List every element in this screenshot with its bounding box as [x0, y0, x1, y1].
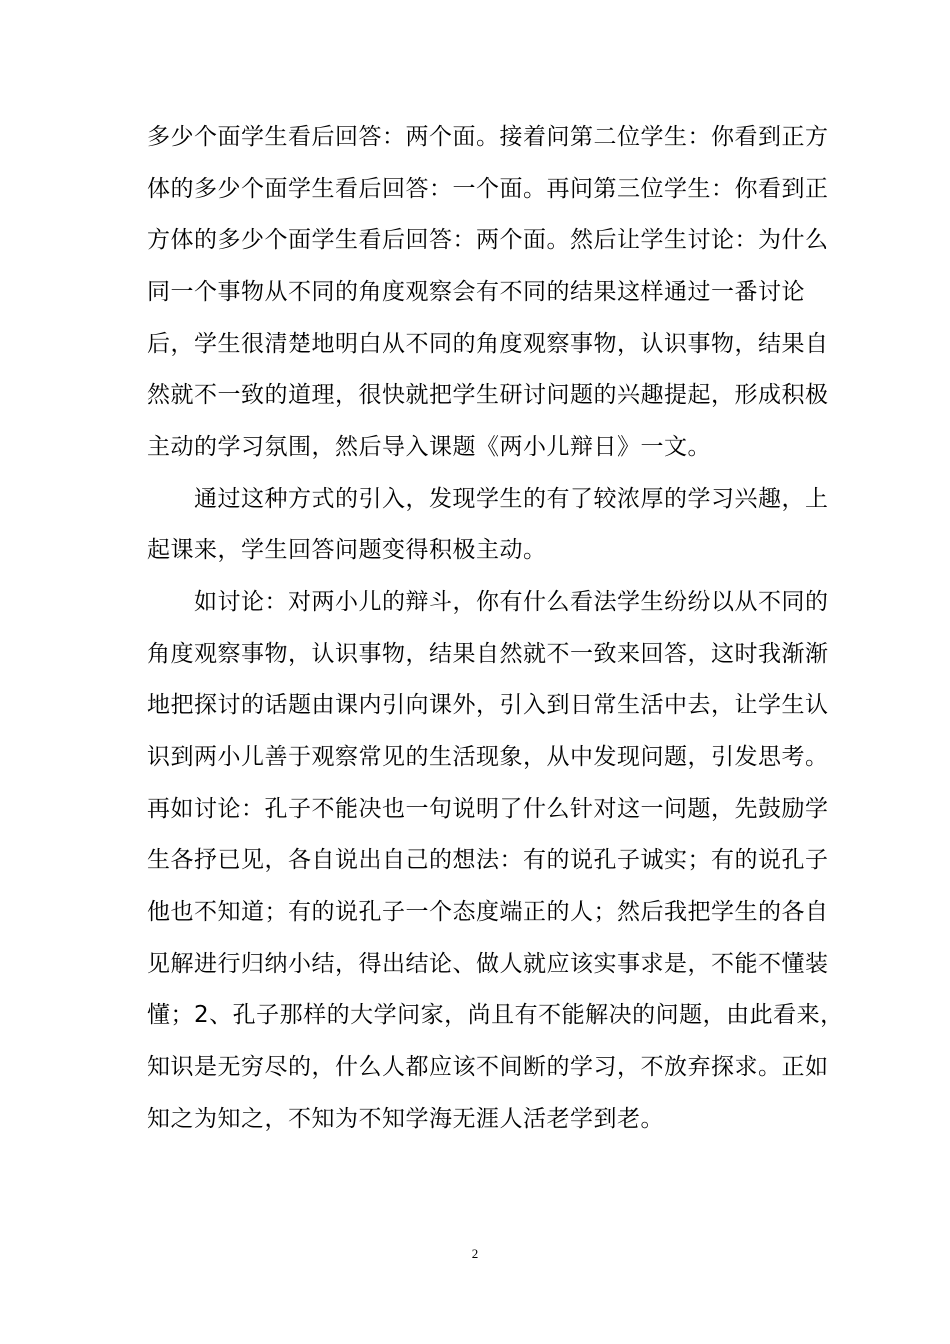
text-line: 识到两小儿善于观察常见的生活现象，从中发现问题，引发思考。 — [147, 744, 829, 770]
text-line: 同一个事物从不同的角度观察会有不同的结果这样通过一番讨论 — [147, 279, 805, 305]
text-line: 主动的学习氛围，然后导入课题《两小儿辩日》一文。 — [147, 434, 711, 460]
text-line: 懂；2、孔子那样的大学问家，尚且有不能解决的问题，由此看来， — [147, 1002, 844, 1028]
text-line: 他也不知道；有的说孔子一个态度端正的人；然后我把学生的各自 — [147, 899, 829, 925]
text-line: 多少个面学生看后回答：两个面。接着问第二位学生：你看到正方 — [147, 124, 829, 150]
text-line: 起课来，学生回答问题变得积极主动。 — [147, 537, 547, 563]
text-line: 知之为知之，不知为不知学海无涯人活老学到老。 — [147, 1106, 664, 1132]
text-line: 再如讨论：孔子不能决也一句说明了什么针对这一问题，先鼓励学 — [147, 796, 829, 822]
text-line: 知识是无穷尽的，什么人都应该不间断的学习，不放弃探求。正如 — [147, 1054, 829, 1080]
text-line: 生各抒已见，各自说出自己的想法：有的说孔子诚实；有的说孔子 — [147, 847, 829, 873]
text-line: 地把探讨的话题由课内引向课外，引入到日常生活中去，让学生认 — [147, 692, 829, 718]
text-line: 体的多少个面学生看后回答：一个面。再问第三位学生：你看到正 — [147, 176, 829, 202]
text-line: 见解进行归纳小结，得出结论、做人就应该实事求是，不能不懂装 — [147, 951, 829, 977]
text-line: 然就不一致的道理，很快就把学生研讨问题的兴趣提起，形成积极 — [147, 382, 829, 408]
text-line: 方体的多少个面学生看后回答：两个面。然后让学生讨论：为什么 — [147, 227, 829, 253]
text-line: 后，学生很清楚地明白从不同的角度观察事物，认识事物，结果自 — [147, 331, 829, 357]
text-line: 通过这种方式的引入，发现学生的有了较浓厚的学习兴趣，上 — [147, 486, 829, 512]
text-line: 如讨论：对两小儿的辩斗，你有什么看法学生纷纷以从不同的 — [147, 589, 829, 615]
text-line: 角度观察事物，认识事物，结果自然就不一致来回答，这时我渐渐 — [147, 641, 829, 667]
page-number: 2 — [471, 1246, 479, 1261]
